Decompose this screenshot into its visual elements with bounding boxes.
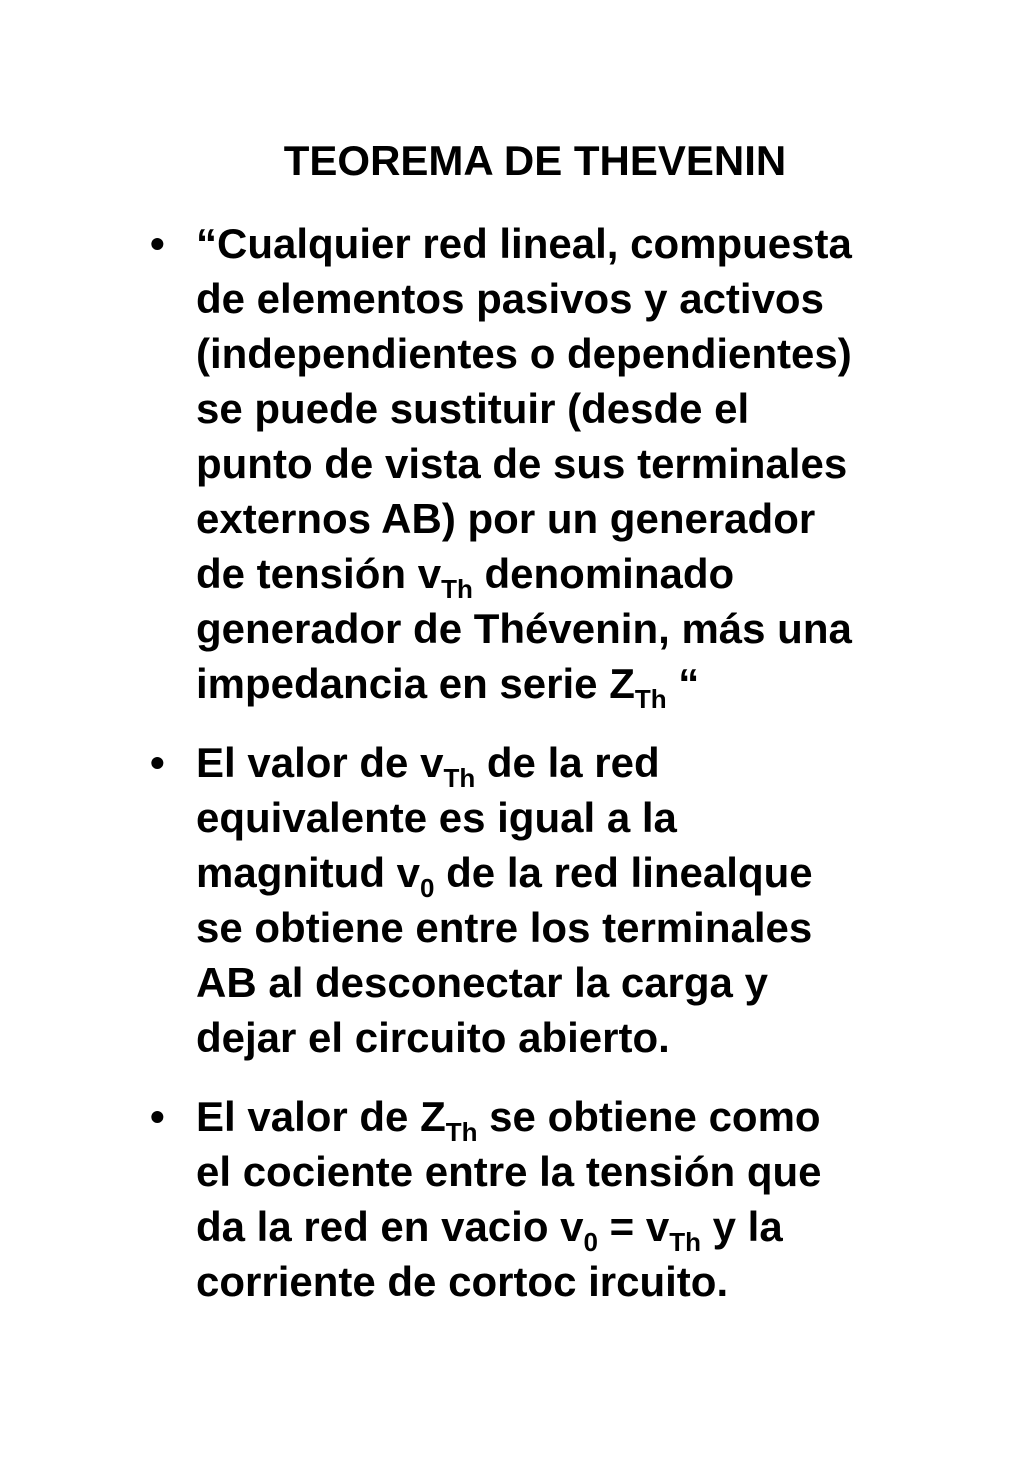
text-line: dejar el circuito abierto.: [196, 1014, 670, 1061]
text-fragment: da la red en vacio v: [196, 1203, 584, 1250]
bullet-text-1: [196, 216, 936, 714]
text-fragment: de la red: [475, 739, 660, 786]
text-line: generador de Thévenin, más una: [196, 605, 852, 652]
page-title: TEOREMA DE THEVENIN: [283, 137, 787, 184]
text-fragment: de la red linealque: [434, 849, 813, 896]
bullet-marker-3: •: [150, 1093, 165, 1140]
bullet-marker-2: •: [150, 739, 165, 786]
text-line: [196, 546, 936, 604]
text-line: [196, 656, 936, 714]
bullet-text-2: [196, 735, 936, 1065]
text-fragment: magnitud v: [196, 849, 421, 896]
subscript-th: Th: [445, 1117, 478, 1147]
text-line: [196, 845, 936, 903]
text-fragment: = v: [597, 1203, 670, 1250]
text-fragment: “: [666, 660, 700, 707]
subscript-zero: 0: [420, 873, 435, 903]
text-line: corriente de cortoc ircuito.: [196, 1258, 729, 1305]
text-fragment: y la: [700, 1203, 783, 1250]
text-line: punto de vista de sus terminales: [196, 440, 848, 487]
text-fragment: se obtiene como: [477, 1093, 821, 1140]
text-line: externos AB) por un generador: [196, 495, 816, 542]
text-fragment: impedancia en serie Z: [196, 660, 635, 707]
text-line: “Cualquier red lineal, compuesta: [196, 220, 852, 267]
text-line: el cociente entre la tensión que: [196, 1148, 822, 1195]
text-line: AB al desconectar la carga y: [196, 959, 768, 1006]
text-line: [196, 1199, 936, 1257]
text-line: (independientes o dependientes): [196, 330, 852, 377]
bullet-text-3: [196, 1089, 936, 1309]
text-line: se puede sustituir (desde el: [196, 385, 750, 432]
text-line: se obtiene entre los terminales: [196, 904, 813, 951]
text-fragment: denominado: [472, 550, 735, 597]
text-fragment: El valor de v: [196, 739, 444, 786]
subscript-th: Th: [634, 684, 667, 714]
text-line: [196, 1089, 936, 1147]
text-line: de elementos pasivos y activos: [196, 275, 824, 322]
subscript-zero: 0: [583, 1227, 598, 1257]
subscript-th: Th: [443, 763, 476, 793]
text-line: [196, 735, 936, 793]
subscript-th: Th: [441, 574, 473, 604]
text-fragment: El valor de Z: [196, 1093, 446, 1140]
bullet-marker-1: •: [150, 220, 165, 267]
subscript-th: Th: [669, 1227, 701, 1257]
text-line: equivalente es igual a la: [196, 794, 677, 841]
text-fragment: de tensión v: [196, 550, 442, 597]
